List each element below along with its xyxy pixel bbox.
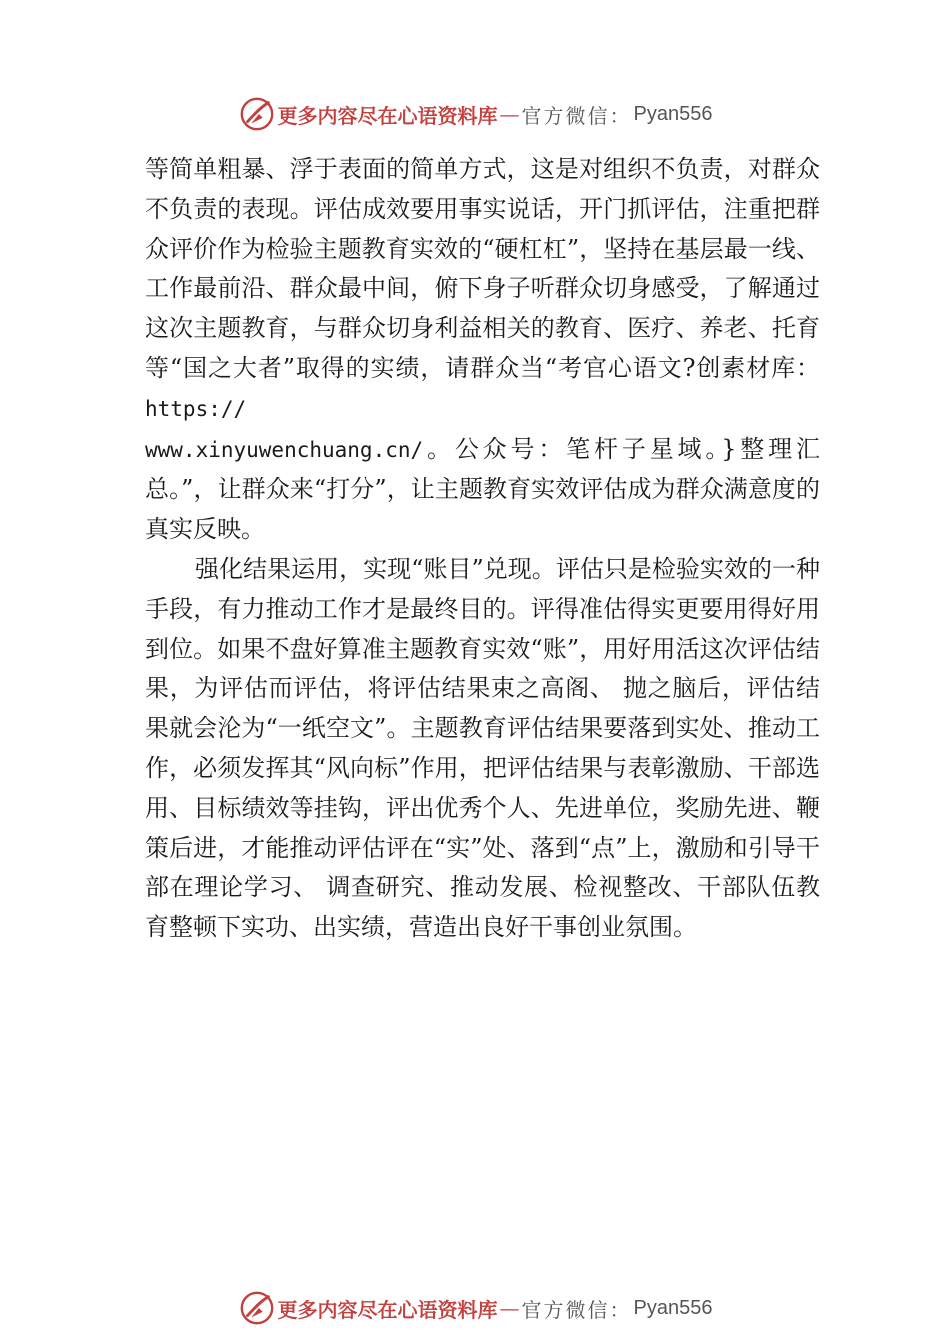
footer-banner xyxy=(0,1288,950,1328)
paragraph-1-text: 等简单粗暴、浮于表面的简单方式，这是对组织不负责，对群众不负责的表现。评估成效要用事实说话，开门抓评估，注重把群众评价作为检验主题教育实效的“硬杠杠”，坚持在基层最一线、工作最前沿、群众最中间，俯下身子听群众切身感受，了解通过这次主题教育，与群众切身利益相关的教育、医疗、养老、托育等“国之大者”取得的实绩，请群众当“考官心语文?创素材库： xyxy=(145,155,820,382)
header-brand-text: 更多内容尽在心语资料库 xyxy=(277,103,498,128)
header-wechat-label: 官方微信： xyxy=(521,103,632,128)
paragraph-1-text-end: 。公众号：笔杆子星域。}整理汇总。”，让群众来“打分”，让主题教育实效评估成为群众满意度的真实反映。 xyxy=(145,434,820,544)
header-separator: — xyxy=(499,102,520,126)
document-body xyxy=(145,150,820,948)
source-url-part-1: https:// xyxy=(145,396,247,421)
brand-logo-icon xyxy=(238,1289,276,1327)
brand-logo-icon xyxy=(238,95,276,133)
footer-wechat-label: 官方微信： xyxy=(521,1297,632,1322)
paragraph-2: 强化结果运用，实现“账目”兑现。评估只是检验实效的一种手段，有力推动工作才是最终目的。评得准估得实更要用得好用到位。如果不盘好算准主题教育实效“账”，用好用活这次评估结果，为评估而评估，将评估结果束之高阁、 抛之脑后，评估结果就会沦为“一纸空文”。主题教育评估结果要落到实处、推动工作，必须发挥其“风向标”作用，把评估结果与表彰激励、干部选用、目标绩效等挂钩，评出优秀个人、先进单位，奖励先进、鞭策后进，才能推动评估评在“实”处、落到“点”上，激励和引导干部在理论学习、 调查研究、推动发展、检视整改、干部队伍教育整顿下实功、出实绩，营造出良好干事创业氛围。 xyxy=(145,554,820,942)
paragraph-1 xyxy=(145,150,820,550)
footer-separator: — xyxy=(499,1296,520,1320)
header-wechat-id: Pyan556 xyxy=(633,102,713,125)
header-banner xyxy=(0,94,950,134)
footer-wechat-id: Pyan556 xyxy=(633,1296,713,1319)
source-url-part-2: www.xinyuwenchuang.cn/ xyxy=(145,437,424,462)
footer-brand-text: 更多内容尽在心语资料库 xyxy=(277,1297,498,1322)
